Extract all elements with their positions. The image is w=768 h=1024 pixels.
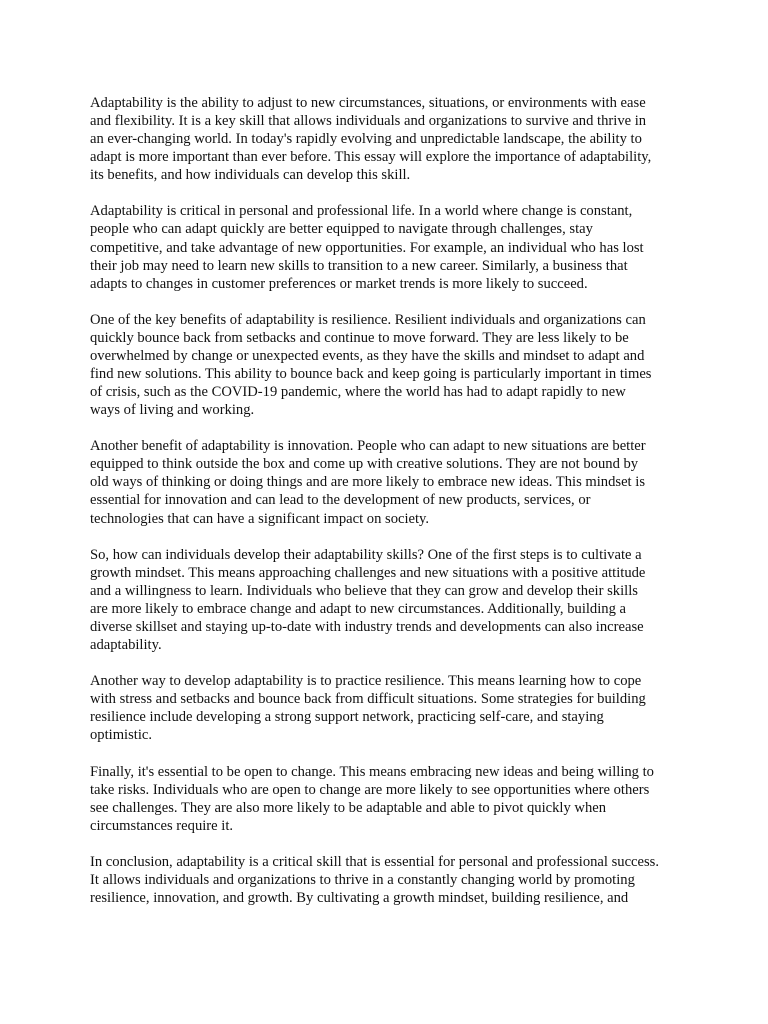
- text-line: Adaptability is the ability to adjust to new circumstances, situations, or environments with ease: [90, 95, 646, 111]
- text-line: people who can adapt quickly are better equipped to navigate through challenges, stay: [90, 221, 593, 238]
- text-line: competitive, and take advantage of new opportunities. For example, an individual who has lost: [90, 239, 644, 256]
- text-line: optimistic.: [90, 727, 153, 744]
- text-line: Another benefit of adaptability is innovation. People who can adapt to new situations are better: [90, 438, 646, 455]
- paragraph-intro: [90, 94, 686, 184]
- paragraph-growth-mindset: [90, 546, 686, 654]
- paragraph-conclusion: [90, 853, 686, 907]
- text-line: of crisis, such as the COVID-19 pandemic, where the world has had to adapt rapidly to new: [90, 384, 626, 401]
- text-line: In conclusion, adaptability is a critical skill that is essential for personal and professional success.: [90, 853, 660, 870]
- text-line: old ways of thinking or doing things and are more likely to embrace new ideas. This mindset is: [90, 474, 645, 491]
- paragraph-importance: [90, 202, 686, 292]
- text-line: see challenges. They are also more likely to be adaptable and able to pivot quickly when: [90, 799, 607, 816]
- paragraph-open-to-change: [90, 763, 686, 835]
- text-line: Finally, it's essential to be open to change. This means embracing new ideas and being willing to: [90, 763, 654, 780]
- paragraph-resilience: [90, 311, 686, 419]
- text-line: take risks. Individuals who are open to change are more likely to see opportunities where others: [90, 781, 650, 798]
- text-line: find new solutions. This ability to bounce back and keep going is particularly important in times: [90, 365, 652, 382]
- text-line: resilience include developing a strong support network, practicing self-care, and staying: [90, 709, 604, 726]
- text-line: So, how can individuals develop their adaptability skills? One of the first steps is to cultivate a: [90, 546, 642, 563]
- text-line: technologies that can have a significant impact on society.: [90, 510, 430, 527]
- text-line: their job may need to learn new skills to transition to a new career. Similarly, a business that: [90, 257, 628, 274]
- text-line: resilience, innovation, and growth. By cultivating a growth mindset, building resilience, and: [90, 890, 629, 907]
- text-line: equipped to think outside the box and come up with creative solutions. They are not bound by: [90, 456, 639, 473]
- text-line: It allows individuals and organizations to thrive in a constantly changing world by promoting: [90, 872, 635, 888]
- text-line: circumstances require it.: [90, 817, 234, 834]
- text-line: Adaptability is critical in personal and professional life. In a world where change is constant,: [90, 203, 633, 220]
- text-line: adapts to changes in customer preferences or market trends is more likely to succeed.: [90, 275, 588, 292]
- text-line: quickly bounce back from setbacks and continue to move forward. They are less likely to be: [90, 329, 629, 346]
- essay-body: [90, 94, 686, 925]
- text-line: One of the key benefits of adaptability is resilience. Resilient individuals and organizations can: [90, 311, 646, 328]
- text-line: Another way to develop adaptability is to practice resilience. This means learning how to cope: [90, 673, 642, 690]
- text-line: growth mindset. This means approaching challenges and new situations with a positive attitude: [90, 564, 646, 581]
- text-line: overwhelmed by change or unexpected events, as they have the skills and mindset to adapt and: [90, 347, 645, 364]
- text-line: adaptability.: [90, 636, 162, 653]
- text-line: its benefits, and how individuals can develop this skill.: [90, 167, 411, 184]
- text-line: and flexibility. It is a key skill that allows individuals and organizations to survive and thrive in: [90, 113, 647, 130]
- paragraph-practice-resilience: [90, 672, 686, 744]
- text-line: essential for innovation and can lead to the development of new products, services, or: [90, 492, 591, 509]
- text-line: ways of living and working.: [90, 402, 255, 419]
- text-line: and a willingness to learn. Individuals who believe that they can grow and develop their skills: [90, 582, 638, 599]
- text-line: adapt is more important than ever before. This essay will explore the importance of adaptability,: [90, 149, 652, 166]
- text-line: are more likely to embrace change and adapt to new circumstances. Additionally, building a: [90, 600, 626, 617]
- text-line: an ever-changing world. In today's rapidly evolving and unpredictable landscape, the ability to: [90, 131, 642, 148]
- text-line: diverse skillset and staying up-to-date with industry trends and developments can also increase: [90, 618, 644, 635]
- paragraph-innovation: [90, 437, 686, 527]
- text-line: with stress and setbacks and bounce back from difficult situations. Some strategies for building: [90, 691, 646, 708]
